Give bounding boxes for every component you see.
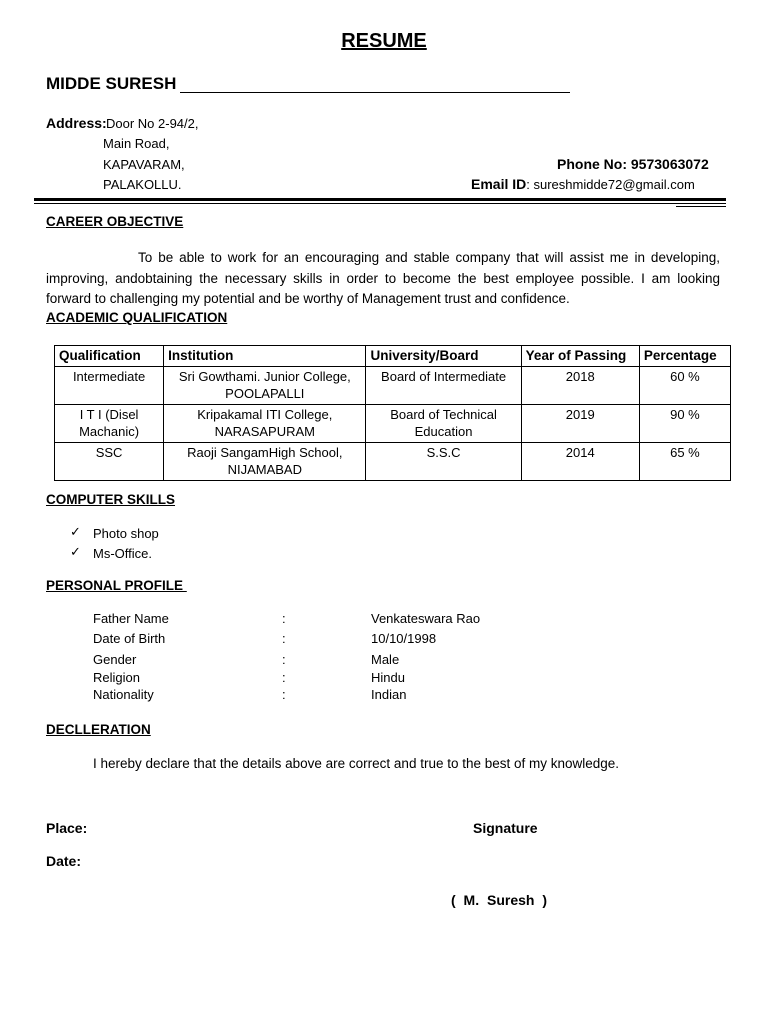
cell-qualification: I T I (Disel Machanic): [55, 404, 164, 442]
profile-label-father: Father Name: [93, 611, 169, 626]
email-label: Email ID: [471, 176, 527, 192]
checkmark-icon: ✓: [70, 524, 81, 539]
declaration-heading: DECLLERATION: [46, 722, 151, 737]
profile-separator: :: [282, 631, 286, 646]
address-line-3: KAPAVARAM,: [103, 157, 185, 172]
col-year: Year of Passing: [521, 346, 639, 367]
header-divider-thick: [34, 198, 726, 201]
cell-year: 2014: [521, 442, 639, 480]
cell-board: S.S.C: [366, 442, 521, 480]
phone-value: : 9573063072: [622, 156, 709, 172]
computer-skills-heading: COMPUTER SKILLS: [46, 492, 176, 507]
profile-value-dob: 10/10/1998: [371, 631, 437, 646]
career-objective-text: To be able to work for an encouraging and stable company that will assist me in developing, improving, andobtaining the necessary skills in order to become the best employee possible. I am looking forward to challenging my potential and be worthy of Management trust and confidence.: [46, 250, 720, 306]
signed-name: ( M. Suresh ): [451, 892, 548, 908]
table-row: [55, 366, 731, 404]
cell-board: Board of Technical Education: [366, 404, 521, 442]
address-line-2: Main Road,: [103, 136, 170, 151]
place-label: Place:: [46, 820, 88, 836]
col-percentage: Percentage: [639, 346, 730, 367]
resume-title: RESUME: [341, 30, 427, 52]
date-label: Date:: [46, 853, 82, 869]
profile-label-dob: Date of Birth: [93, 631, 166, 646]
address-line-1: Door No 2-94/2,: [106, 116, 199, 131]
profile-separator: :: [282, 611, 286, 626]
profile-value-nationality: Indian: [371, 687, 407, 702]
cell-board: Board of Intermediate: [366, 366, 521, 404]
signature-label: Signature: [473, 820, 538, 836]
checkmark-icon: ✓: [70, 544, 81, 559]
profile-separator: :: [282, 652, 286, 667]
cell-year: 2018: [521, 366, 639, 404]
academic-table: [54, 345, 731, 481]
profile-label-gender: Gender: [93, 652, 137, 667]
cell-percentage: 65 %: [639, 442, 730, 480]
table-row: [55, 442, 731, 480]
profile-separator: :: [282, 687, 286, 702]
skill-item: Photo shop: [93, 526, 159, 541]
cell-institution: Sri Gowthami. Junior College, POOLAPALLI: [164, 366, 366, 404]
cell-qualification: SSC: [55, 442, 164, 480]
cell-percentage: 60 %: [639, 366, 730, 404]
skill-item: Ms-Office.: [93, 546, 152, 561]
candidate-name: MIDDE SURESH: [46, 74, 177, 93]
table-header-row: [55, 346, 731, 367]
profile-value-religion: Hindu: [371, 670, 405, 685]
email-line: [471, 176, 695, 192]
cell-qualification: Intermediate: [55, 366, 164, 404]
col-board: University/Board: [366, 346, 521, 367]
phone-line: [557, 156, 709, 172]
header-divider-small: [676, 206, 726, 207]
address-label: Address:: [46, 115, 107, 131]
name-underline: [180, 92, 570, 93]
cell-institution: Kripakamal ITI College, NARASAPURAM: [164, 404, 366, 442]
table-row: [55, 404, 731, 442]
career-objective-heading: CAREER OBJECTIVE: [46, 214, 184, 229]
personal-profile-heading: PERSONAL PROFILE: [46, 578, 187, 593]
cell-institution: Raoji SangamHigh School, NIJAMABAD: [164, 442, 366, 480]
col-institution: Institution: [164, 346, 366, 367]
declaration-text: I hereby declare that the details above are correct and true to the best of my knowledge.: [93, 756, 620, 771]
cell-year: 2019: [521, 404, 639, 442]
col-qualification: Qualification: [55, 346, 164, 367]
phone-label: Phone No: [557, 156, 623, 172]
profile-label-nationality: Nationality: [93, 687, 154, 702]
profile-value-father: Venkateswara Rao: [371, 611, 481, 626]
address-line-4: PALAKOLLU.: [103, 177, 182, 192]
profile-separator: :: [282, 670, 286, 685]
header-divider-thin: [34, 203, 726, 204]
cell-percentage: 90 %: [639, 404, 730, 442]
email-value: : sureshmidde72@gmail.com: [526, 177, 695, 192]
profile-value-gender: Male: [371, 652, 400, 667]
profile-label-religion: Religion: [93, 670, 140, 685]
academic-heading: ACADEMIC QUALIFICATION: [46, 310, 228, 325]
